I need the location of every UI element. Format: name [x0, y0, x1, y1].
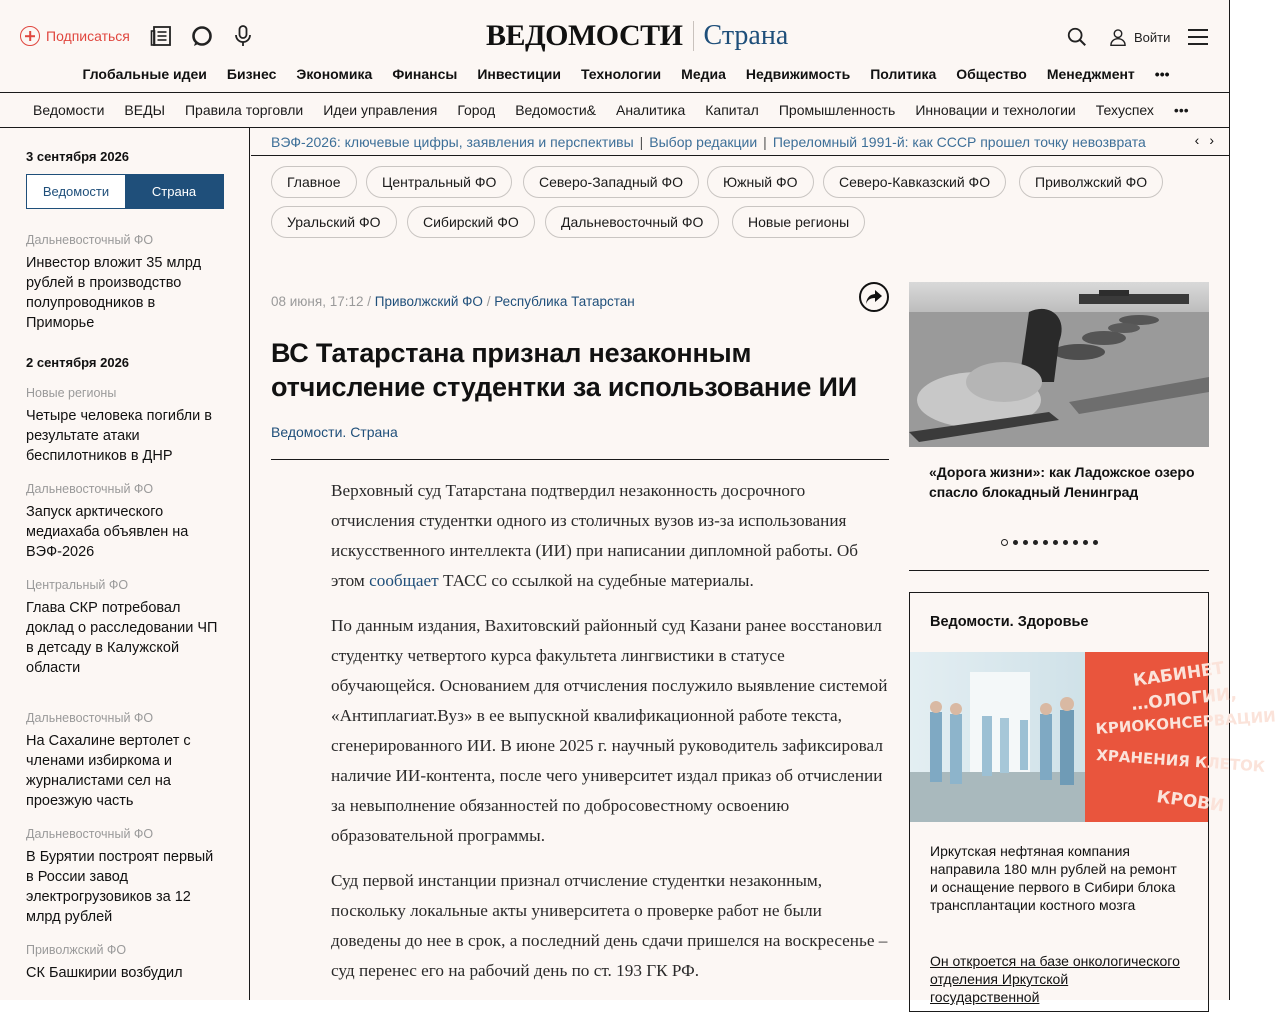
main-nav-item[interactable]: Бизнес — [226, 66, 277, 82]
main-nav-item[interactable]: Менеджмент — [1046, 66, 1135, 82]
article-subregion-link[interactable]: Республика Татарстан — [494, 294, 635, 309]
news-feed-sidebar — [0, 128, 250, 1000]
chevron-left-icon[interactable]: ‹ — [1194, 132, 1200, 148]
feed-item-category: Дальневосточный ФО — [26, 711, 154, 725]
ticker-item[interactable]: Выбор редакции — [649, 134, 758, 150]
feed-item-category: Приволжский ФО — [26, 943, 127, 957]
slider-dots — [1001, 540, 1098, 546]
ticker-arrows — [1195, 132, 1214, 148]
microphone-icon[interactable] — [231, 24, 255, 48]
article-region-link[interactable]: Приволжский ФО — [374, 294, 483, 309]
feed-item[interactable] — [26, 827, 221, 927]
main-nav-more[interactable]: ••• — [1154, 66, 1170, 82]
sub-nav — [0, 92, 1230, 128]
ticker-item[interactable]: Переломный 1991-й: как СССР прошел точку невозврата — [772, 134, 1146, 150]
sub-nav-item[interactable]: Ведомости& — [515, 102, 596, 118]
feed-item[interactable] — [26, 482, 221, 562]
slider-dot[interactable] — [1053, 540, 1058, 545]
ice-road-photo — [909, 282, 1209, 447]
search-icon[interactable] — [1066, 26, 1088, 48]
region-chip[interactable]: Дальневосточный ФО — [545, 206, 719, 238]
feed-item-category: Дальневосточный ФО — [26, 482, 154, 496]
ticker-separator: | — [763, 134, 767, 150]
logo-main: ВЕДОМОСТИ — [486, 19, 683, 52]
feed-item[interactable] — [26, 711, 221, 811]
sign-line: ХРАНЕНИЯ КЛЕТОК — [1095, 746, 1266, 776]
main-nav-item[interactable]: Медиа — [681, 66, 726, 82]
hospital-photo — [910, 652, 1277, 822]
feed-item[interactable] — [26, 233, 221, 333]
feed-item-category: Новые регионы — [26, 386, 117, 400]
sign-line: …ОЛОГИИ, — [1130, 684, 1238, 715]
plus-circle-icon — [20, 26, 40, 46]
divider — [909, 570, 1209, 571]
article-paragraph: По данным издания, Вахитовский районный суд Казани ранее восстановил студентку четвертого курса факультета лингвистики в статусе обучающейся. Основанием для отчисления послужило выявление системой «Антиплагиат.Вуз» в ее выпускной квалификационной работе текста, сгенерированного ИИ. В июне 2025 г. научный руководитель зафиксировал наличие ИИ-контента, после чего университет издал приказ об отчислении за невыполнение обязанностей по добросовестному освоению образовательной программы. — [331, 616, 888, 845]
article-headline: ВС Татарстана признал незаконным отчисление студентки за использование ИИ — [271, 338, 857, 402]
login-button[interactable] — [1108, 27, 1170, 47]
feed-item[interactable] — [26, 578, 221, 678]
sub-nav-item[interactable]: Ведомости — [33, 102, 105, 118]
region-chip[interactable]: Приволжский ФО — [1019, 166, 1163, 198]
slider-dot-active[interactable] — [1001, 539, 1008, 546]
slider-dot[interactable] — [1023, 540, 1028, 545]
feed-item-category: Дальневосточный ФО — [26, 233, 154, 247]
slider-photo[interactable] — [909, 282, 1209, 447]
main-nav-item[interactable]: Глобальные идеи — [82, 66, 207, 82]
paragraph-text: ТАСС со ссылкой на судебные материалы. — [438, 571, 754, 590]
health-widget — [909, 592, 1277, 1012]
main-nav-item[interactable]: Технологии — [580, 66, 662, 82]
region-chip[interactable]: Новые регионы — [732, 206, 865, 238]
slider-dot[interactable] — [1073, 540, 1078, 545]
article-body — [331, 476, 891, 1001]
region-chip[interactable]: Сибирский ФО — [407, 206, 535, 238]
slider-dot[interactable] — [1093, 540, 1098, 545]
feed-date: 2 сентября 2026 — [26, 355, 130, 370]
slider-caption[interactable]: «Дорога жизни»: как Ладожское озеро спасло блокадный Ленинград — [929, 464, 1195, 500]
subscribe-button[interactable] — [20, 26, 130, 46]
article-paragraph — [331, 476, 891, 596]
sign-line: КАБИНЕТ — [1131, 658, 1226, 691]
region-chip[interactable]: Уральский ФО — [271, 206, 397, 238]
feed-item-category: Центральный ФО — [26, 578, 129, 592]
site-logo[interactable] — [486, 18, 788, 54]
toggle-vedomosti[interactable]: Ведомости — [27, 175, 125, 208]
feed-item-title[interactable]: Запуск арктического медиахаба объявлен на ВЭФ-2026 — [26, 504, 189, 560]
main-nav-item[interactable]: Финансы — [392, 66, 458, 82]
main-nav — [0, 62, 1230, 92]
divider — [271, 459, 889, 460]
share-button[interactable] — [859, 282, 889, 312]
main-nav-item[interactable]: Экономика — [296, 66, 373, 82]
sub-nav-item[interactable]: Идеи управления — [323, 102, 438, 118]
top-bar — [0, 0, 1230, 62]
ticker-separator: | — [639, 134, 644, 150]
sub-nav-item[interactable]: Техуспех — [1095, 102, 1154, 118]
sign-line: КРИОКОНСЕРВАЦИИ — [1095, 707, 1277, 738]
article-paragraph: Суд первой инстанции признал отчисление студентки незаконным, поскольку локальные акты университета о проверке работ не были доведены до нее в срок, а последний день сдачи пришелся на воскресенье – суд перенес его на рабочий день по ст. 193 ГК РФ. — [331, 871, 888, 980]
source-link[interactable]: сообщает — [369, 571, 439, 590]
chat-bubble-icon[interactable] — [190, 24, 214, 48]
slider-dot[interactable] — [1063, 540, 1068, 545]
region-chip[interactable]: Южный ФО — [707, 166, 814, 198]
article-source-link[interactable]: Ведомости. Страна — [271, 424, 398, 440]
sub-nav-item[interactable]: Инновации и технологии — [915, 102, 1076, 118]
slider-dot[interactable] — [1013, 540, 1018, 545]
sub-nav-item[interactable]: Аналитика — [615, 102, 686, 118]
logo-sub: Страна — [703, 20, 789, 51]
share-icon — [865, 289, 883, 305]
sub-nav-item[interactable]: ВЕДЫ — [124, 102, 165, 118]
ticker-line — [271, 134, 1151, 150]
toggle-strana[interactable]: Страна — [125, 175, 223, 208]
slider-dot[interactable] — [1083, 540, 1088, 545]
feed-date: 3 сентября 2026 — [26, 149, 130, 164]
main-nav-item[interactable]: Инвестиции — [477, 66, 561, 82]
news-ticker — [251, 128, 1230, 156]
feed-item-title[interactable]: Глава СКР потребовал доклад о расследовании ЧП в детсаду в Калужской области — [26, 600, 218, 676]
meta-slash: / — [486, 294, 491, 309]
slider-dot[interactable] — [1033, 540, 1038, 545]
feed-item-category: Дальневосточный ФО — [26, 827, 154, 841]
feed-item[interactable] — [26, 943, 221, 983]
health-title[interactable]: Ведомости. Здоровье — [930, 614, 1089, 630]
main-nav-item[interactable]: Политика — [870, 66, 937, 82]
health-item[interactable]: Иркутская нефтяная компания направила 180 млн рублей на ремонт и оснащение первого в Сибири блока трансплантации костного мозга — [930, 843, 1177, 913]
main-nav-item[interactable]: Общество — [956, 66, 1027, 82]
feed-item-title[interactable]: В Бурятии построят первый в России завод электрогрузовиков за 12 млрд рублей — [26, 849, 214, 925]
sign-line: КРОВИ — [1155, 787, 1226, 817]
region-chip[interactable]: Главное — [271, 166, 357, 198]
article-date: 08 июня, 17:12 — [271, 294, 364, 309]
feed-item-title[interactable]: Инвестор вложит 35 млрд рублей в производство полупроводников в Приморье — [26, 255, 202, 331]
feed-item-title[interactable]: На Сахалине вертолет с членами избиркома и журналистами сел на проезжую часть — [26, 733, 191, 809]
sub-nav-more[interactable]: ••• — [1173, 102, 1189, 118]
main-nav-item[interactable]: Недвижимость — [745, 66, 851, 82]
article-meta — [271, 294, 635, 309]
user-icon — [1108, 27, 1128, 47]
newspaper-icon[interactable] — [150, 24, 174, 48]
ticker-item[interactable]: ВЭФ-2026: ключевые цифры, заявления и перспективы — [271, 134, 634, 150]
region-chip[interactable]: Северо-Кавказский ФО — [823, 166, 1006, 198]
paragraph-text: Верховный суд Татарстана подтвердил незаконность досрочного отчисления студентки одного из столичных вузов из-за использования искусственного интеллекта (ИИ) при написании дипломной работы. Об этом — [331, 481, 859, 590]
chevron-right-icon[interactable]: › — [1209, 132, 1214, 148]
region-chip[interactable]: Северо-Западный ФО — [523, 166, 699, 198]
feed-item-title[interactable]: СК Башкирии возбудил — [26, 965, 183, 981]
sub-nav-item[interactable]: Правила торговли — [184, 102, 304, 118]
sub-nav-item[interactable]: Капитал — [705, 102, 759, 118]
logo-divider — [693, 21, 694, 51]
feed-item[interactable] — [26, 386, 221, 466]
health-item-link[interactable]: Он откроется на базе онкологического отделения Иркутской государственной — [930, 953, 1180, 1005]
feed-item-title[interactable]: Четыре человека погибли в результате атаки беспилотников в ДНР — [26, 408, 212, 464]
region-chip[interactable]: Центральный ФО — [366, 166, 512, 198]
meta-slash: / — [367, 294, 372, 309]
sub-nav-item[interactable]: Город — [457, 102, 496, 118]
menu-icon[interactable] — [1186, 26, 1210, 48]
health-photo[interactable] — [910, 652, 1277, 822]
sub-nav-item[interactable]: Промышленность — [778, 102, 896, 118]
slider-dot[interactable] — [1043, 540, 1048, 545]
login-label: Войти — [1134, 29, 1171, 45]
feed-toggle — [26, 174, 224, 209]
subscribe-label: Подписаться — [46, 28, 130, 44]
